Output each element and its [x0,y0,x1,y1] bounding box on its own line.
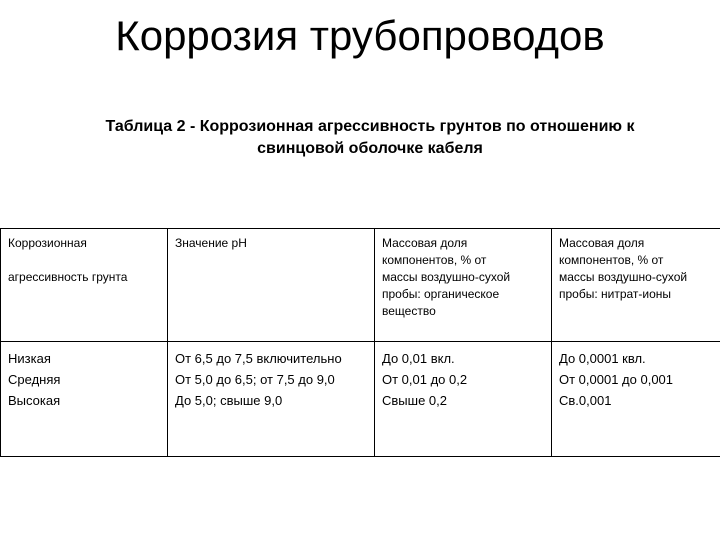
ph-medium: От 5,0 до 6,5; от 7,5 до 9,0 [175,372,335,387]
header-organic-line: вещество [382,304,436,318]
nitrate-high: Св.0,001 [559,393,612,408]
level-high: Высокая [8,393,61,408]
header-cell-aggressiveness [1,229,168,342]
header-organic-line: компонентов, % от [382,253,487,267]
caption-line-2: свинцовой оболочке кабеля [257,140,483,157]
table-header-row [1,229,720,342]
header-nitrate-line: компонентов, % от [559,253,664,267]
levels-cell [1,342,168,457]
header-cell-nitrate [552,229,720,342]
table-row [1,342,720,457]
page-title: Коррозия трубопроводов [115,12,605,59]
header-nitrate-line: массы воздушно-сухой [559,270,688,284]
nitrate-low: До 0,0001 квл. [559,351,646,366]
header-cell-ph [168,229,375,342]
header-organic-line: массы воздушно-сухой [382,270,511,284]
header-nitrate-line: Массовая доля [559,236,645,250]
header-ph-label: Значение pH [175,236,247,250]
nitrate-medium: От 0,0001 до 0,001 [559,372,674,387]
level-medium: Средняя [8,372,61,387]
header-cell-organic [375,229,552,342]
ph-high: До 5,0; свыше 9,0 [175,393,283,408]
ph-low: От 6,5 до 7,5 включительно [175,351,342,366]
organic-high: Свыше 0,2 [382,393,447,408]
header-organic-line: пробы: органическое [382,287,500,301]
organic-cell [375,342,552,457]
ph-cell [168,342,375,457]
nitrate-cell [552,342,720,457]
table-caption [40,116,700,160]
header-aggressiveness-line-1: Коррозионная [8,236,87,250]
caption-line-1: Таблица 2 - Коррозионная агрессивность грунтов по отношению к [105,118,635,135]
header-nitrate-line: пробы: нитрат-ионы [559,287,672,301]
corrosion-table [0,228,720,457]
level-low: Низкая [8,351,51,366]
organic-medium: От 0,01 до 0,2 [382,372,468,387]
header-aggressiveness-line-2: агрессивность грунта [8,270,128,284]
organic-low: До 0,01 вкл. [382,351,455,366]
header-organic-line: Массовая доля [382,236,468,250]
